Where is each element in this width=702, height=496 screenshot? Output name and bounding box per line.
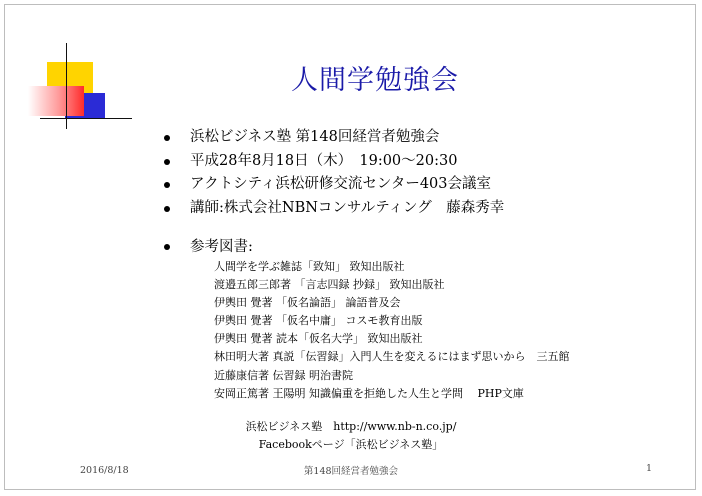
bullet-item: 講師:株式会社NBNコンサルティング 藤森秀幸 [164, 197, 504, 221]
slide-title: 人間学勉強会 [291, 65, 459, 96]
main-bullet-list [164, 126, 504, 220]
decor-horizontal-line [40, 118, 132, 119]
reference-item: 渡邉五郎三郎著 「言志四録 抄録」 致知出版社 [214, 278, 445, 292]
bullet-dot-icon [164, 135, 170, 141]
bullet-dot-icon [164, 159, 170, 165]
references-list [214, 258, 570, 403]
reference-item: 伊輿田 覺著 読本「仮名大学」 致知出版社 [214, 332, 423, 346]
bullet-item: 浜松ビジネス塾 第148回経営者勉強会 [164, 126, 504, 150]
reference-item: 安岡正篤著 王陽明 知識偏重を拒絶した人生と学問 PHP文庫 [214, 386, 524, 400]
reference-item: 人間学を学ぶ雑誌「致知」 致知出版社 [214, 260, 405, 273]
reference-item: 伊輿田 覺著 「仮名論語」 論語普及会 [214, 296, 401, 310]
decor-red-gradient [28, 86, 84, 116]
bullet-dot-icon [164, 182, 170, 188]
decor-vertical-line [66, 43, 67, 129]
references-heading: 参考図書: [164, 237, 253, 257]
bullet-item: 平成28年8月18日（木） 19:00～20:30 [164, 150, 504, 174]
bullet-dot-icon [164, 206, 170, 212]
slide-footer-title: 第148回経営者勉強会 [303, 466, 399, 477]
reference-item: 近藤康信著 伝習録 明治書院 [214, 368, 353, 382]
facebook-line: Facebookページ「浜松ビジネス塾」 [258, 438, 444, 451]
reference-item: 林田明大著 真説「伝習録」入門人生を変えるにはまず思いから 三五館 [214, 350, 570, 364]
reference-item: 伊輿田 覺著 「仮名中庸」 コスモ教育出版 [214, 314, 423, 328]
slide-page-number: 1 [646, 463, 653, 474]
bullet-dot-icon [164, 244, 170, 250]
slide-footer-date: 2016/8/18 [80, 465, 129, 476]
bullet-item: アクトシティ浜松研修交流センター403会議室 [164, 173, 504, 197]
website-line: 浜松ビジネス塾 http://www.nb-n.co.jp/ [245, 420, 457, 433]
